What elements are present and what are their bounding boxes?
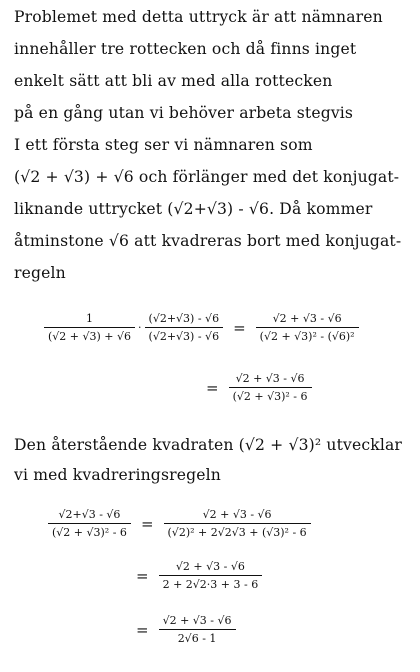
fraction-numerator: √2 + √3 - √6 <box>202 508 272 521</box>
fraction <box>256 312 359 343</box>
equals-sign: = <box>136 566 149 585</box>
equation-1-row-2 <box>196 372 312 403</box>
fraction <box>164 508 311 539</box>
fraction-denominator: (√2+√3) - √6 <box>148 330 220 343</box>
fraction-denominator: (√2 + √3)² - 6 <box>232 390 308 403</box>
equation-1-row-1 <box>44 312 359 343</box>
text-line-5: I ett första steg ser vi nämnaren som <box>14 136 313 154</box>
fraction-denominator: (√2 + √3)² - (√6)² <box>259 330 355 343</box>
equation-2-row-3 <box>126 614 236 645</box>
multiplication-dot: · <box>138 321 142 334</box>
fraction-numerator: √2 + √3 - √6 <box>175 560 245 573</box>
text-line-7: liknande uttrycket (√2+√3) - √6. Då kommer <box>14 200 373 218</box>
fraction-denominator: (√2 + √3) + √6 <box>48 330 132 343</box>
text-line-6: (√2 + √3) + √6 och förlänger med det konjugat- <box>14 168 400 186</box>
fraction <box>145 312 224 343</box>
fraction <box>159 614 236 645</box>
fraction-numerator: (√2+√3) - √6 <box>148 312 220 325</box>
fraction <box>44 312 135 343</box>
equals-sign: = <box>136 620 149 639</box>
text-line-2: innehåller tre rottecken och då finns inget <box>14 40 357 58</box>
text-line-10: Den återstående kvadraten (√2 + √3)² utvecklar <box>14 436 403 454</box>
text-line-9: regeln <box>14 264 66 282</box>
equals-sign: = <box>206 378 219 397</box>
text-line-1: Problemet med detta uttryck är att nämnaren <box>14 8 383 26</box>
fraction-numerator: √2 + √3 - √6 <box>162 614 232 627</box>
fraction-numerator: √2 + √3 - √6 <box>272 312 342 325</box>
fraction-denominator: (√2 + √3)² - 6 <box>52 526 127 539</box>
equation-2-row-2 <box>126 560 262 591</box>
fraction-numerator: √2 + √3 - √6 <box>235 372 305 385</box>
equals-sign: = <box>140 514 154 533</box>
equals-sign: = <box>233 318 246 337</box>
fraction-denominator: 2 + 2√2·3 + 3 - 6 <box>162 578 259 591</box>
text-line-8: åtminstone √6 att kvadreras bort med konjugat- <box>14 232 402 250</box>
fraction <box>229 372 312 403</box>
fraction-numerator: √2+√3 - √6 <box>58 508 121 521</box>
fraction-denominator: 2√6 - 1 <box>177 632 217 645</box>
fraction-denominator: (√2)² + 2√2√3 + (√3)² - 6 <box>167 526 307 539</box>
equation-2-row-1 <box>48 508 311 539</box>
fraction-numerator: 1 <box>86 312 94 325</box>
text-line-11: vi med kvadreringsregeln <box>14 466 221 484</box>
fraction <box>159 560 263 591</box>
text-line-3: enkelt sätt att bli av med alla rottecken <box>14 72 333 90</box>
text-line-4: på en gång utan vi behöver arbeta stegvis <box>14 104 354 122</box>
fraction <box>48 508 131 539</box>
